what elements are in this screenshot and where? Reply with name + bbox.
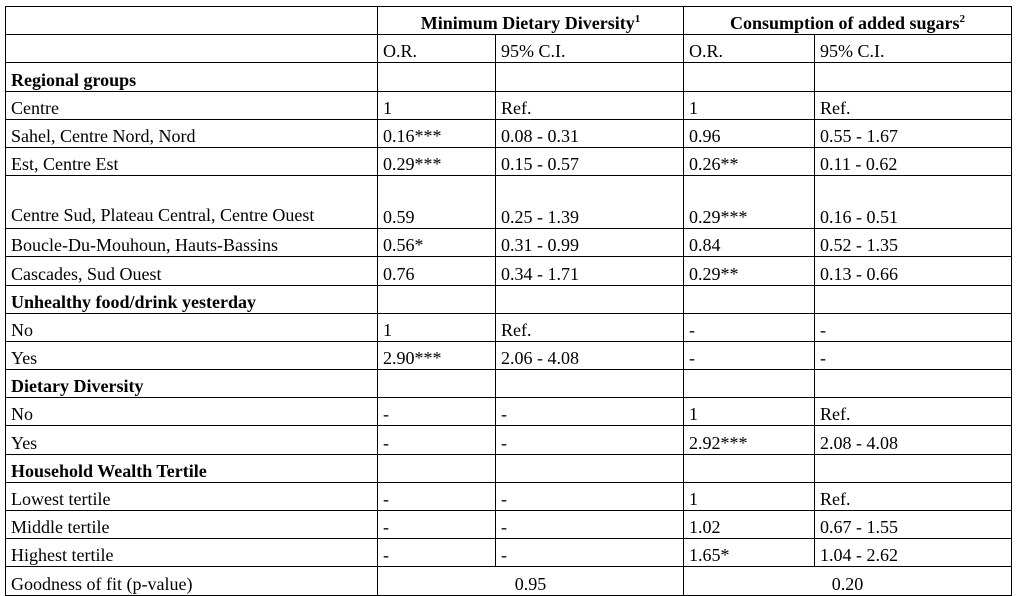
- ci-mdd: -: [496, 482, 684, 510]
- table-row: [6, 91, 1012, 119]
- ci-sugars: -: [815, 341, 1012, 369]
- header-row-columns: [6, 35, 1012, 63]
- header-min-dietary-diversity: Minimum Dietary Diversity$^1$: [378, 7, 684, 35]
- row-label: Est, Centre Est: [6, 147, 378, 175]
- ci-mdd: Ref.: [496, 91, 684, 119]
- ci-sugars: -: [815, 313, 1012, 341]
- empty-cell: [496, 285, 684, 313]
- ci-sugars: 0.16 - 0.51: [815, 176, 1012, 229]
- header-added-sugars: Consumption of added sugars$^2$: [684, 7, 1012, 35]
- ci-mdd: 0.31 - 0.99: [496, 229, 684, 257]
- empty-cell: [378, 63, 496, 91]
- odds-ratio-mdd: -: [378, 482, 496, 510]
- row-label: Highest tertile: [6, 539, 378, 567]
- empty-cell: [815, 285, 1012, 313]
- empty-cell: [496, 454, 684, 482]
- odds-ratio-mdd: 1: [378, 313, 496, 341]
- row-label: Middle tertile: [6, 511, 378, 539]
- odds-ratio-sugars: 1: [684, 482, 815, 510]
- odds-ratio-sugars: 1.65*: [684, 539, 815, 567]
- ci-sugars: 0.11 - 0.62: [815, 147, 1012, 175]
- ci-sugars: 1.04 - 2.62: [815, 539, 1012, 567]
- odds-ratio-mdd: -: [378, 398, 496, 426]
- ci-sugars: 0.55 - 1.67: [815, 119, 1012, 147]
- empty-cell: [378, 285, 496, 313]
- row-label: No: [6, 313, 378, 341]
- odds-ratio-sugars: 0.84: [684, 229, 815, 257]
- empty-cell: [815, 454, 1012, 482]
- odds-ratio-sugars: 1: [684, 398, 815, 426]
- row-label: Centre Sud, Plateau Central, Centre Ouest: [6, 176, 378, 229]
- odds-ratio-sugars: 0.96: [684, 119, 815, 147]
- table-row: [6, 426, 1012, 454]
- row-label: Cascades, Sud Ouest: [6, 257, 378, 285]
- odds-ratio-mdd: -: [378, 539, 496, 567]
- header-blank-cell: [6, 35, 378, 63]
- empty-cell: [378, 370, 496, 398]
- table-row: [6, 229, 1012, 257]
- odds-ratio-sugars: 0.26**: [684, 147, 815, 175]
- empty-cell: [684, 285, 815, 313]
- odds-ratio-sugars: -: [684, 341, 815, 369]
- ci-mdd: Ref.: [496, 313, 684, 341]
- ci-sugars: Ref.: [815, 91, 1012, 119]
- ci-mdd: -: [496, 539, 684, 567]
- empty-cell: [496, 63, 684, 91]
- ci-sugars: Ref.: [815, 398, 1012, 426]
- ci-mdd: 0.34 - 1.71: [496, 257, 684, 285]
- section-title: Dietary Diversity: [6, 370, 378, 398]
- section-title: Household Wealth Tertile: [6, 454, 378, 482]
- ci-sugars: 0.13 - 0.66: [815, 257, 1012, 285]
- header-or-1: O.R.: [378, 35, 496, 63]
- ci-mdd: 0.15 - 0.57: [496, 147, 684, 175]
- table-row: [6, 147, 1012, 175]
- table-row: [6, 511, 1012, 539]
- row-label: Yes: [6, 426, 378, 454]
- section-title: Unhealthy food/drink yesterday: [6, 285, 378, 313]
- ci-sugars: 0.67 - 1.55: [815, 511, 1012, 539]
- odds-ratio-mdd: -: [378, 426, 496, 454]
- header-blank-cell: [6, 7, 378, 35]
- goodness-of-fit-mdd: 0.95: [378, 567, 684, 595]
- row-label: Sahel, Centre Nord, Nord: [6, 119, 378, 147]
- row-label: Lowest tertile: [6, 482, 378, 510]
- empty-cell: [684, 63, 815, 91]
- empty-cell: [815, 63, 1012, 91]
- regression-results-table: [5, 6, 1012, 596]
- empty-cell: [815, 370, 1012, 398]
- table-row: [6, 341, 1012, 369]
- ci-sugars: 0.52 - 1.35: [815, 229, 1012, 257]
- odds-ratio-mdd: 2.90***: [378, 341, 496, 369]
- ci-mdd: -: [496, 398, 684, 426]
- table-row: [6, 313, 1012, 341]
- odds-ratio-sugars: 2.92***: [684, 426, 815, 454]
- header-row-groups: [6, 7, 1012, 35]
- section-header-row: [6, 454, 1012, 482]
- empty-cell: [496, 370, 684, 398]
- ci-mdd: 0.08 - 0.31: [496, 119, 684, 147]
- odds-ratio-mdd: 0.56*: [378, 229, 496, 257]
- table-row: [6, 176, 1012, 229]
- goodness-of-fit-label: Goodness of fit (p-value): [6, 567, 378, 595]
- table-row: [6, 482, 1012, 510]
- odds-ratio-sugars: 0.29***: [684, 176, 815, 229]
- section-header-row: [6, 285, 1012, 313]
- header-ci-2: 95% C.I.: [815, 35, 1012, 63]
- odds-ratio-sugars: 1: [684, 91, 815, 119]
- section-header-row: [6, 370, 1012, 398]
- table-row: [6, 257, 1012, 285]
- row-label: Boucle-Du-Mouhoun, Hauts-Bassins: [6, 229, 378, 257]
- row-label: Yes: [6, 341, 378, 369]
- ci-mdd: -: [496, 511, 684, 539]
- odds-ratio-sugars: 1.02: [684, 511, 815, 539]
- ci-sugars: Ref.: [815, 482, 1012, 510]
- odds-ratio-mdd: -: [378, 511, 496, 539]
- table-row: [6, 398, 1012, 426]
- odds-ratio-sugars: 0.29**: [684, 257, 815, 285]
- odds-ratio-mdd: 1: [378, 91, 496, 119]
- empty-cell: [684, 370, 815, 398]
- row-label: No: [6, 398, 378, 426]
- section-header-row: [6, 63, 1012, 91]
- ci-mdd: 2.06 - 4.08: [496, 341, 684, 369]
- empty-cell: [684, 454, 815, 482]
- ci-mdd: 0.25 - 1.39: [496, 176, 684, 229]
- row-label: Centre: [6, 91, 378, 119]
- header-or-2: O.R.: [684, 35, 815, 63]
- section-title: Regional groups: [6, 63, 378, 91]
- header-ci-1: 95% C.I.: [496, 35, 684, 63]
- table-row: [6, 539, 1012, 567]
- odds-ratio-mdd: 0.76: [378, 257, 496, 285]
- odds-ratio-sugars: -: [684, 313, 815, 341]
- ci-sugars: 2.08 - 4.08: [815, 426, 1012, 454]
- table-row: [6, 119, 1012, 147]
- goodness-of-fit-row: [6, 567, 1012, 595]
- odds-ratio-mdd: 0.29***: [378, 147, 496, 175]
- odds-ratio-mdd: 0.59: [378, 176, 496, 229]
- odds-ratio-mdd: 0.16***: [378, 119, 496, 147]
- ci-mdd: -: [496, 426, 684, 454]
- empty-cell: [378, 454, 496, 482]
- goodness-of-fit-sugars: 0.20: [684, 567, 1012, 595]
